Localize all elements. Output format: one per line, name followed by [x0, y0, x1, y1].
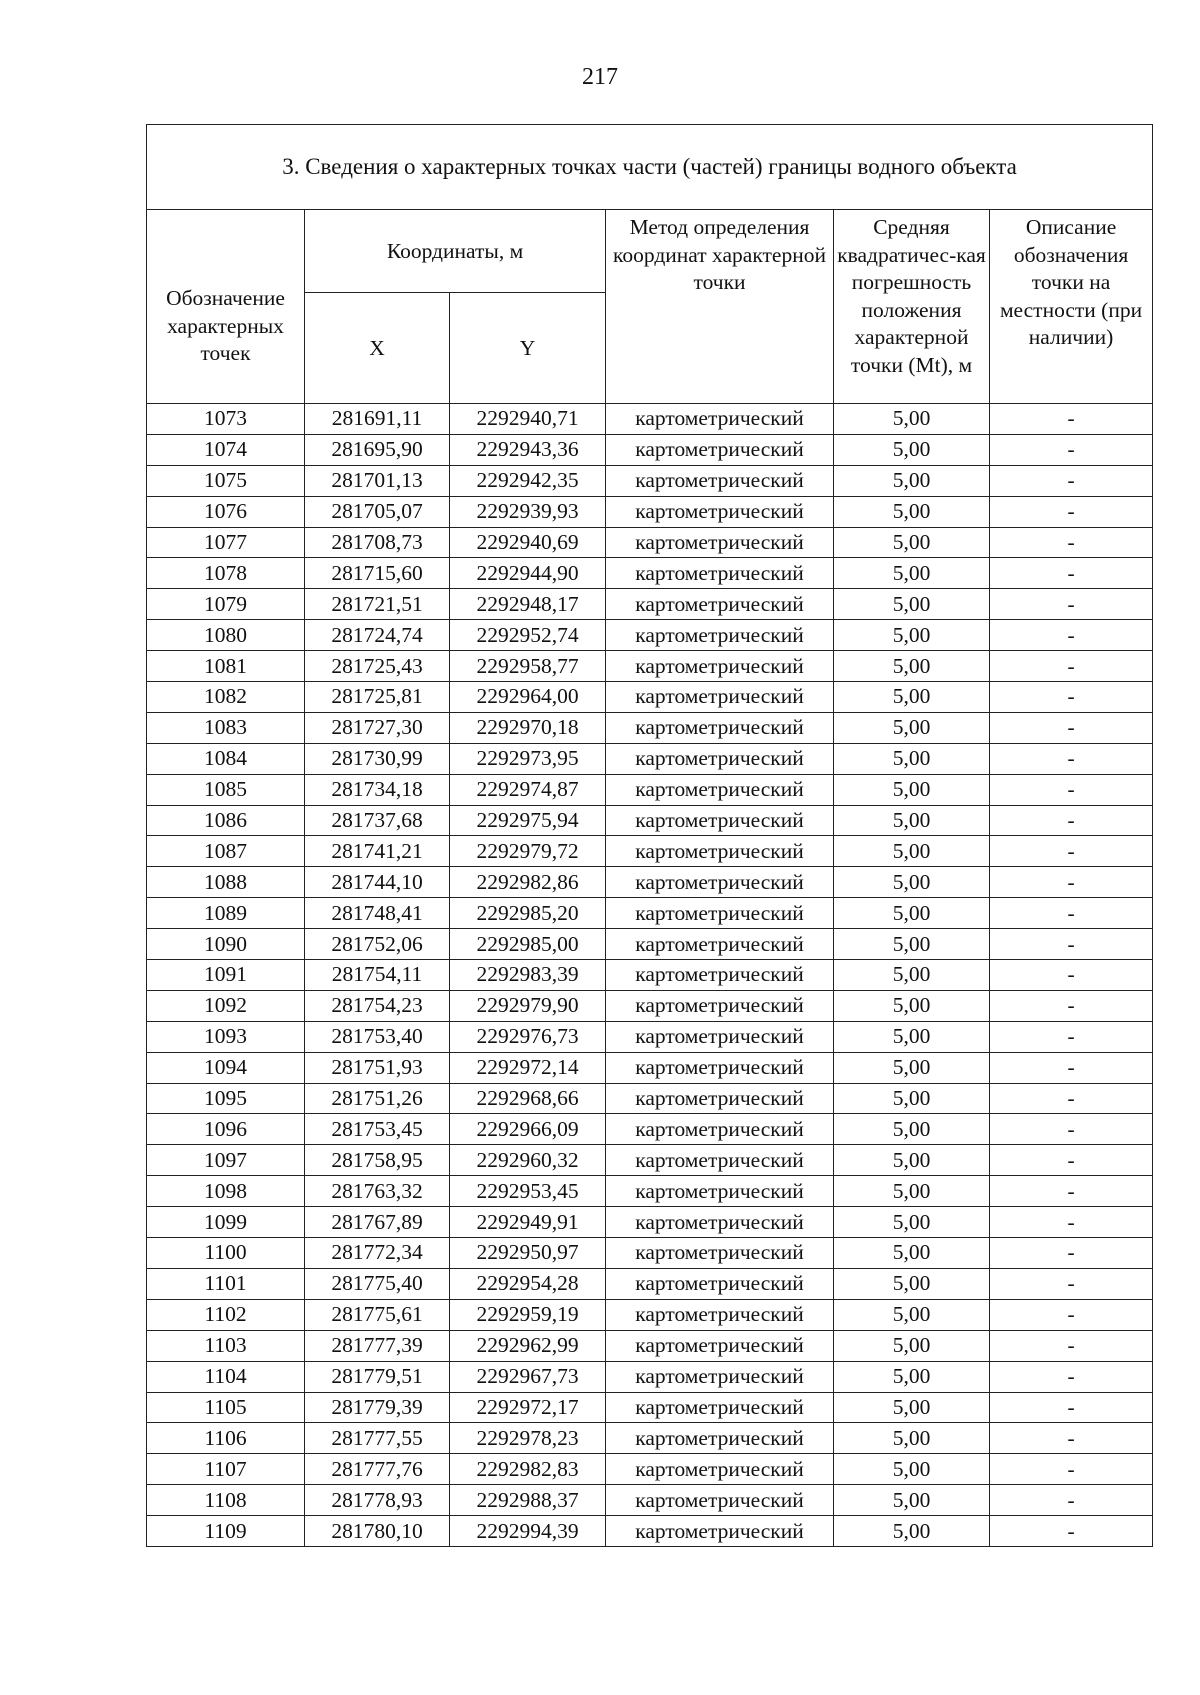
error-cell: 5,00: [834, 1330, 990, 1361]
point-number-cell: 1103: [147, 1330, 305, 1361]
description-cell: -: [990, 774, 1153, 805]
header-coordinates: Координаты, м: [305, 210, 606, 293]
x-coordinate-cell: 281734,18: [305, 774, 450, 805]
x-coordinate-cell: 281772,34: [305, 1238, 450, 1269]
point-number-cell: 1090: [147, 929, 305, 960]
description-cell: -: [990, 1392, 1153, 1423]
y-coordinate-cell: 2292979,72: [450, 836, 606, 867]
description-cell: -: [990, 805, 1153, 836]
header-y: Y: [450, 293, 606, 404]
description-cell: -: [990, 1423, 1153, 1454]
y-coordinate-cell: 2292953,45: [450, 1176, 606, 1207]
error-cell: 5,00: [834, 1361, 990, 1392]
y-coordinate-cell: 2292959,19: [450, 1299, 606, 1330]
description-cell: -: [990, 651, 1153, 682]
method-cell: картометрический: [606, 1176, 834, 1207]
description-cell: -: [990, 589, 1153, 620]
point-number-cell: 1074: [147, 434, 305, 465]
description-cell: -: [990, 1361, 1153, 1392]
x-coordinate-cell: 281751,93: [305, 1052, 450, 1083]
x-coordinate-cell: 281779,39: [305, 1392, 450, 1423]
error-cell: 5,00: [834, 1268, 990, 1299]
method-cell: картометрический: [606, 1238, 834, 1269]
x-coordinate-cell: 281727,30: [305, 712, 450, 743]
title-row: [147, 125, 1153, 210]
table-row: [147, 1516, 1153, 1547]
table-row: [147, 651, 1153, 682]
method-cell: картометрический: [606, 929, 834, 960]
description-cell: -: [990, 1114, 1153, 1145]
error-cell: 5,00: [834, 1454, 990, 1485]
y-coordinate-cell: 2292962,99: [450, 1330, 606, 1361]
table-row: [147, 1052, 1153, 1083]
error-cell: 5,00: [834, 1052, 990, 1083]
point-number-cell: 1102: [147, 1299, 305, 1330]
table-row: [147, 1423, 1153, 1454]
description-cell: -: [990, 434, 1153, 465]
error-cell: 5,00: [834, 1516, 990, 1547]
x-coordinate-cell: 281778,93: [305, 1485, 450, 1516]
x-coordinate-cell: 281775,61: [305, 1299, 450, 1330]
x-coordinate-cell: 281767,89: [305, 1207, 450, 1238]
point-number-cell: 1085: [147, 774, 305, 805]
method-cell: картометрический: [606, 558, 834, 589]
table-row: [147, 1330, 1153, 1361]
method-cell: картометрический: [606, 1299, 834, 1330]
method-cell: картометрический: [606, 836, 834, 867]
header-x: X: [305, 293, 450, 404]
x-coordinate-cell: 281753,40: [305, 1021, 450, 1052]
error-cell: 5,00: [834, 404, 990, 435]
method-cell: картометрический: [606, 527, 834, 558]
x-coordinate-cell: 281737,68: [305, 805, 450, 836]
point-number-cell: 1108: [147, 1485, 305, 1516]
description-cell: -: [990, 929, 1153, 960]
description-cell: -: [990, 743, 1153, 774]
error-cell: 5,00: [834, 465, 990, 496]
y-coordinate-cell: 2292983,39: [450, 960, 606, 991]
point-number-cell: 1077: [147, 527, 305, 558]
point-number-cell: 1078: [147, 558, 305, 589]
point-number-cell: 1107: [147, 1454, 305, 1485]
description-cell: -: [990, 836, 1153, 867]
table-row: [147, 1207, 1153, 1238]
x-coordinate-cell: 281724,74: [305, 620, 450, 651]
point-number-cell: 1095: [147, 1083, 305, 1114]
description-cell: -: [990, 527, 1153, 558]
point-number-cell: 1100: [147, 1238, 305, 1269]
description-cell: -: [990, 1176, 1153, 1207]
point-number-cell: 1080: [147, 620, 305, 651]
x-coordinate-cell: 281758,95: [305, 1145, 450, 1176]
method-cell: картометрический: [606, 1021, 834, 1052]
error-cell: 5,00: [834, 805, 990, 836]
x-coordinate-cell: 281748,41: [305, 898, 450, 929]
error-cell: 5,00: [834, 960, 990, 991]
error-cell: 5,00: [834, 1299, 990, 1330]
table-row: [147, 434, 1153, 465]
description-cell: -: [990, 1083, 1153, 1114]
method-cell: картометрический: [606, 712, 834, 743]
y-coordinate-cell: 2292939,93: [450, 496, 606, 527]
y-coordinate-cell: 2292958,77: [450, 651, 606, 682]
point-number-cell: 1094: [147, 1052, 305, 1083]
x-coordinate-cell: 281708,73: [305, 527, 450, 558]
description-cell: -: [990, 898, 1153, 929]
method-cell: картометрический: [606, 898, 834, 929]
point-number-cell: 1092: [147, 990, 305, 1021]
error-cell: 5,00: [834, 651, 990, 682]
error-cell: 5,00: [834, 1238, 990, 1269]
x-coordinate-cell: 281777,39: [305, 1330, 450, 1361]
description-cell: -: [990, 620, 1153, 651]
table-row: [147, 465, 1153, 496]
description-cell: -: [990, 1052, 1153, 1083]
x-coordinate-cell: 281701,13: [305, 465, 450, 496]
error-cell: 5,00: [834, 1145, 990, 1176]
table-row: [147, 527, 1153, 558]
method-cell: картометрический: [606, 434, 834, 465]
table-row: [147, 1485, 1153, 1516]
y-coordinate-cell: 2292968,66: [450, 1083, 606, 1114]
point-number-cell: 1075: [147, 465, 305, 496]
x-coordinate-cell: 281752,06: [305, 929, 450, 960]
description-cell: -: [990, 1207, 1153, 1238]
x-coordinate-cell: 281779,51: [305, 1361, 450, 1392]
header-method: Метод определения координат характерной точки: [606, 210, 834, 404]
y-coordinate-cell: 2292942,35: [450, 465, 606, 496]
table-row: [147, 1454, 1153, 1485]
point-number-cell: 1083: [147, 712, 305, 743]
y-coordinate-cell: 2292970,18: [450, 712, 606, 743]
point-number-cell: 1088: [147, 867, 305, 898]
section-title: 3. Сведения о характерных точках части (частей) границы водного объекта: [147, 125, 1153, 210]
table-body: [147, 404, 1153, 1547]
y-coordinate-cell: 2292940,71: [450, 404, 606, 435]
y-coordinate-cell: 2292966,09: [450, 1114, 606, 1145]
table-row: [147, 682, 1153, 713]
method-cell: картометрический: [606, 404, 834, 435]
x-coordinate-cell: 281751,26: [305, 1083, 450, 1114]
x-coordinate-cell: 281780,10: [305, 1516, 450, 1547]
method-cell: картометрический: [606, 774, 834, 805]
y-coordinate-cell: 2292952,74: [450, 620, 606, 651]
error-cell: 5,00: [834, 1485, 990, 1516]
error-cell: 5,00: [834, 836, 990, 867]
table-row: [147, 805, 1153, 836]
method-cell: картометрический: [606, 743, 834, 774]
point-number-cell: 1098: [147, 1176, 305, 1207]
method-cell: картометрический: [606, 620, 834, 651]
method-cell: картометрический: [606, 1423, 834, 1454]
point-number-cell: 1081: [147, 651, 305, 682]
y-coordinate-cell: 2292975,94: [450, 805, 606, 836]
y-coordinate-cell: 2292976,73: [450, 1021, 606, 1052]
table-row: [147, 1268, 1153, 1299]
table-row: [147, 1238, 1153, 1269]
x-coordinate-cell: 281777,76: [305, 1454, 450, 1485]
y-coordinate-cell: 2292960,32: [450, 1145, 606, 1176]
error-cell: 5,00: [834, 712, 990, 743]
error-cell: 5,00: [834, 1114, 990, 1145]
method-cell: картометрический: [606, 1114, 834, 1145]
description-cell: -: [990, 1021, 1153, 1052]
point-number-cell: 1091: [147, 960, 305, 991]
header-error: Средняя квадратичес-кая погрешность положения характерной точки (Mt), м: [834, 210, 990, 404]
point-number-cell: 1079: [147, 589, 305, 620]
y-coordinate-cell: 2292988,37: [450, 1485, 606, 1516]
error-cell: 5,00: [834, 682, 990, 713]
description-cell: -: [990, 867, 1153, 898]
y-coordinate-cell: 2292982,83: [450, 1454, 606, 1485]
point-number-cell: 1096: [147, 1114, 305, 1145]
table-row: [147, 404, 1153, 435]
page-number: 217: [582, 64, 618, 90]
y-coordinate-cell: 2292943,36: [450, 434, 606, 465]
method-cell: картометрический: [606, 1145, 834, 1176]
table-row: [147, 496, 1153, 527]
description-cell: -: [990, 1516, 1153, 1547]
y-coordinate-cell: 2292954,28: [450, 1268, 606, 1299]
y-coordinate-cell: 2292964,00: [450, 682, 606, 713]
table-row: [147, 743, 1153, 774]
description-cell: -: [990, 990, 1153, 1021]
description-cell: -: [990, 1299, 1153, 1330]
y-coordinate-cell: 2292985,20: [450, 898, 606, 929]
y-coordinate-cell: 2292994,39: [450, 1516, 606, 1547]
description-cell: -: [990, 1330, 1153, 1361]
table-row: [147, 867, 1153, 898]
x-coordinate-cell: 281754,23: [305, 990, 450, 1021]
point-number-cell: 1087: [147, 836, 305, 867]
x-coordinate-cell: 281730,99: [305, 743, 450, 774]
table-row: [147, 1176, 1153, 1207]
method-cell: картометрический: [606, 682, 834, 713]
error-cell: 5,00: [834, 929, 990, 960]
table-row: [147, 589, 1153, 620]
error-cell: 5,00: [834, 990, 990, 1021]
y-coordinate-cell: 2292985,00: [450, 929, 606, 960]
description-cell: -: [990, 1454, 1153, 1485]
x-coordinate-cell: 281715,60: [305, 558, 450, 589]
y-coordinate-cell: 2292967,73: [450, 1361, 606, 1392]
table-row: [147, 620, 1153, 651]
x-coordinate-cell: 281725,43: [305, 651, 450, 682]
table-row: [147, 712, 1153, 743]
x-coordinate-cell: 281763,32: [305, 1176, 450, 1207]
point-number-cell: 1086: [147, 805, 305, 836]
x-coordinate-cell: 281741,21: [305, 836, 450, 867]
description-cell: -: [990, 1485, 1153, 1516]
method-cell: картометрический: [606, 867, 834, 898]
header-description: Описание обозначения точки на местности (при наличии): [990, 210, 1153, 404]
table-row: [147, 1114, 1153, 1145]
method-cell: картометрический: [606, 1052, 834, 1083]
error-cell: 5,00: [834, 1207, 990, 1238]
method-cell: картометрический: [606, 465, 834, 496]
method-cell: картометрический: [606, 651, 834, 682]
point-number-cell: 1089: [147, 898, 305, 929]
method-cell: картометрический: [606, 960, 834, 991]
error-cell: 5,00: [834, 558, 990, 589]
table-row: [147, 960, 1153, 991]
y-coordinate-cell: 2292949,91: [450, 1207, 606, 1238]
table-row: [147, 1083, 1153, 1114]
point-number-cell: 1082: [147, 682, 305, 713]
y-coordinate-cell: 2292974,87: [450, 774, 606, 805]
method-cell: картометрический: [606, 1268, 834, 1299]
table-row: [147, 1361, 1153, 1392]
table-row: [147, 836, 1153, 867]
point-number-cell: 1105: [147, 1392, 305, 1423]
header-row-1: [147, 210, 1153, 293]
method-cell: картометрический: [606, 1361, 834, 1392]
x-coordinate-cell: 281753,45: [305, 1114, 450, 1145]
table-row: [147, 1392, 1153, 1423]
table-row: [147, 1021, 1153, 1052]
description-cell: -: [990, 1268, 1153, 1299]
error-cell: 5,00: [834, 743, 990, 774]
point-number-cell: 1101: [147, 1268, 305, 1299]
description-cell: -: [990, 1145, 1153, 1176]
error-cell: 5,00: [834, 496, 990, 527]
table-row: [147, 929, 1153, 960]
y-coordinate-cell: 2292950,97: [450, 1238, 606, 1269]
point-number-cell: 1073: [147, 404, 305, 435]
x-coordinate-cell: 281695,90: [305, 434, 450, 465]
table-row: [147, 558, 1153, 589]
y-coordinate-cell: 2292944,90: [450, 558, 606, 589]
method-cell: картометрический: [606, 1207, 834, 1238]
point-number-cell: 1099: [147, 1207, 305, 1238]
error-cell: 5,00: [834, 1392, 990, 1423]
error-cell: 5,00: [834, 867, 990, 898]
description-cell: -: [990, 682, 1153, 713]
y-coordinate-cell: 2292972,17: [450, 1392, 606, 1423]
x-coordinate-cell: 281777,55: [305, 1423, 450, 1454]
description-cell: -: [990, 558, 1153, 589]
table-row: [147, 774, 1153, 805]
point-number-cell: 1097: [147, 1145, 305, 1176]
boundary-points-table: [146, 124, 1153, 1547]
description-cell: -: [990, 712, 1153, 743]
x-coordinate-cell: 281744,10: [305, 867, 450, 898]
point-number-cell: 1093: [147, 1021, 305, 1052]
x-coordinate-cell: 281721,51: [305, 589, 450, 620]
y-coordinate-cell: 2292948,17: [450, 589, 606, 620]
table-row: [147, 898, 1153, 929]
error-cell: 5,00: [834, 589, 990, 620]
point-number-cell: 1106: [147, 1423, 305, 1454]
description-cell: -: [990, 496, 1153, 527]
error-cell: 5,00: [834, 1423, 990, 1454]
point-number-cell: 1084: [147, 743, 305, 774]
x-coordinate-cell: 281705,07: [305, 496, 450, 527]
point-number-cell: 1076: [147, 496, 305, 527]
point-number-cell: 1104: [147, 1361, 305, 1392]
description-cell: -: [990, 1238, 1153, 1269]
y-coordinate-cell: 2292978,23: [450, 1423, 606, 1454]
method-cell: картометрический: [606, 1392, 834, 1423]
method-cell: картометрический: [606, 1454, 834, 1485]
y-coordinate-cell: 2292982,86: [450, 867, 606, 898]
method-cell: картометрический: [606, 1330, 834, 1361]
error-cell: 5,00: [834, 434, 990, 465]
y-coordinate-cell: 2292979,90: [450, 990, 606, 1021]
table-row: [147, 1299, 1153, 1330]
error-cell: 5,00: [834, 1176, 990, 1207]
y-coordinate-cell: 2292940,69: [450, 527, 606, 558]
y-coordinate-cell: 2292973,95: [450, 743, 606, 774]
x-coordinate-cell: 281754,11: [305, 960, 450, 991]
error-cell: 5,00: [834, 774, 990, 805]
error-cell: 5,00: [834, 1083, 990, 1114]
x-coordinate-cell: 281691,11: [305, 404, 450, 435]
method-cell: картометрический: [606, 1083, 834, 1114]
error-cell: 5,00: [834, 620, 990, 651]
method-cell: картометрический: [606, 1485, 834, 1516]
method-cell: картометрический: [606, 589, 834, 620]
header-point-designation: Обозначение характерных точек: [147, 210, 305, 404]
method-cell: картометрический: [606, 496, 834, 527]
method-cell: картометрический: [606, 990, 834, 1021]
point-number-cell: 1109: [147, 1516, 305, 1547]
description-cell: -: [990, 404, 1153, 435]
error-cell: 5,00: [834, 527, 990, 558]
description-cell: -: [990, 465, 1153, 496]
x-coordinate-cell: 281775,40: [305, 1268, 450, 1299]
table-row: [147, 990, 1153, 1021]
x-coordinate-cell: 281725,81: [305, 682, 450, 713]
description-cell: -: [990, 960, 1153, 991]
method-cell: картометрический: [606, 1516, 834, 1547]
method-cell: картометрический: [606, 805, 834, 836]
error-cell: 5,00: [834, 898, 990, 929]
error-cell: 5,00: [834, 1021, 990, 1052]
y-coordinate-cell: 2292972,14: [450, 1052, 606, 1083]
table-row: [147, 1145, 1153, 1176]
